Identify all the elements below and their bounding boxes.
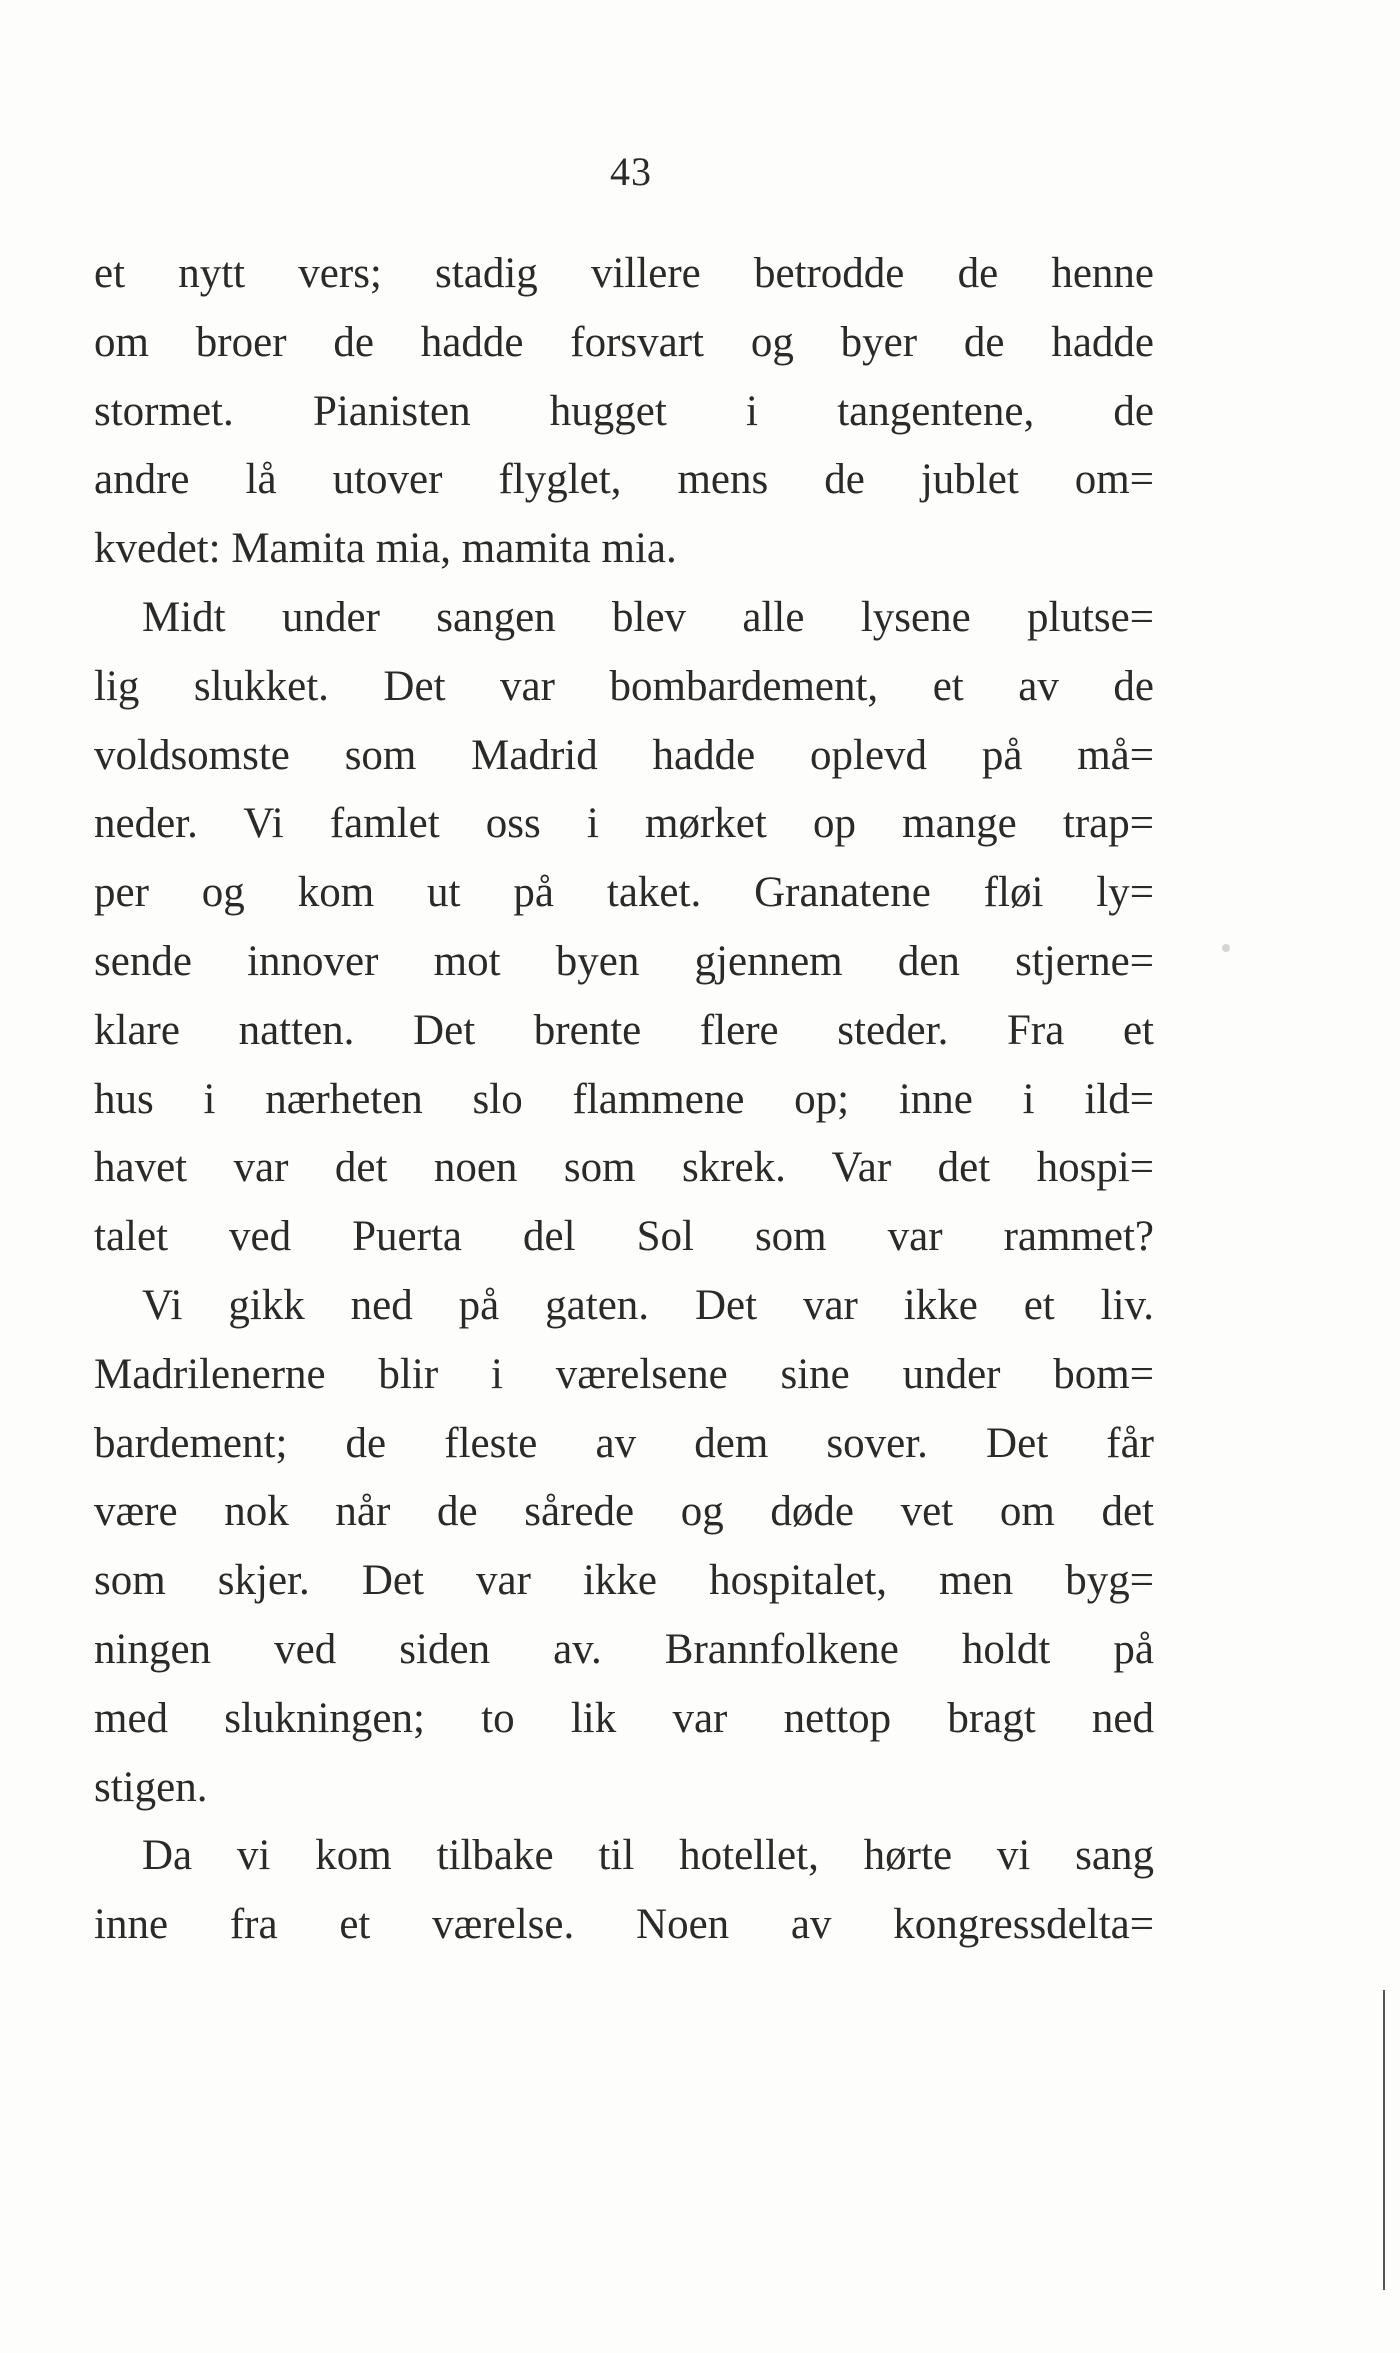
scan-edge-mark [1383,1990,1385,2290]
text-line: neder. Vi famlet oss i mørket op mange trap= [94,800,1154,848]
paper-speck [1222,944,1230,952]
body-text [94,240,1154,1960]
text-line: klare natten. Det brente flere steder. Fra et [94,1006,1154,1054]
text-line: talet ved Puerta del Sol som var rammet? [94,1213,1154,1261]
text-line: være nok når de sårede og døde vet om det [94,1488,1154,1536]
text-line: sende innover mot byen gjennem den stjerne= [94,937,1154,985]
text-line: ningen ved siden av. Brannfolkene holdt på [94,1625,1154,1673]
text-line: Midt under sangen blev alle lysene plutse= [142,593,1154,641]
text-line: per og kom ut på taket. Granatene fløi ly= [94,869,1154,917]
text-line: lig slukket. Det var bombardement, et av de [94,662,1154,710]
text-line: hus i nærheten slo flammene op; inne i ild= [94,1075,1154,1123]
text-line: andre lå utover flyglet, mens de jublet om= [94,456,1154,504]
text-line: et nytt vers; stadig villere betrodde de henne [94,250,1154,297]
text-line: kvedet: Mamita mia, mamita mia. [94,525,677,573]
text-line: om broer de hadde forsvart og byer de hadde [94,318,1154,366]
text-line: som skjer. Det var ikke hospitalet, men byg= [94,1557,1154,1605]
text-line: Da vi kom tilbake til hotellet, hørte vi sang [142,1832,1154,1880]
text-line: med slukningen; to lik var nettop bragt ned [94,1694,1154,1742]
text-line: inne fra et værelse. Noen av kongressdelta= [94,1901,1154,1949]
text-line: havet var det noen som skrek. Var det hospi= [94,1144,1154,1192]
text-line: stormet. Pianisten hugget i tangentene, de [94,387,1154,435]
text-line: voldsomste som Madrid hadde oplevd på må= [94,731,1154,779]
text-line: stigen. [94,1763,208,1811]
text-line: Madrilenerne blir i værelsene sine under bom= [94,1350,1154,1398]
text-line: bardement; de fleste av dem sover. Det får [94,1419,1154,1467]
text-line: Vi gikk ned på gaten. Det var ikke et liv. [142,1281,1154,1329]
page-number: 43 [610,149,652,194]
